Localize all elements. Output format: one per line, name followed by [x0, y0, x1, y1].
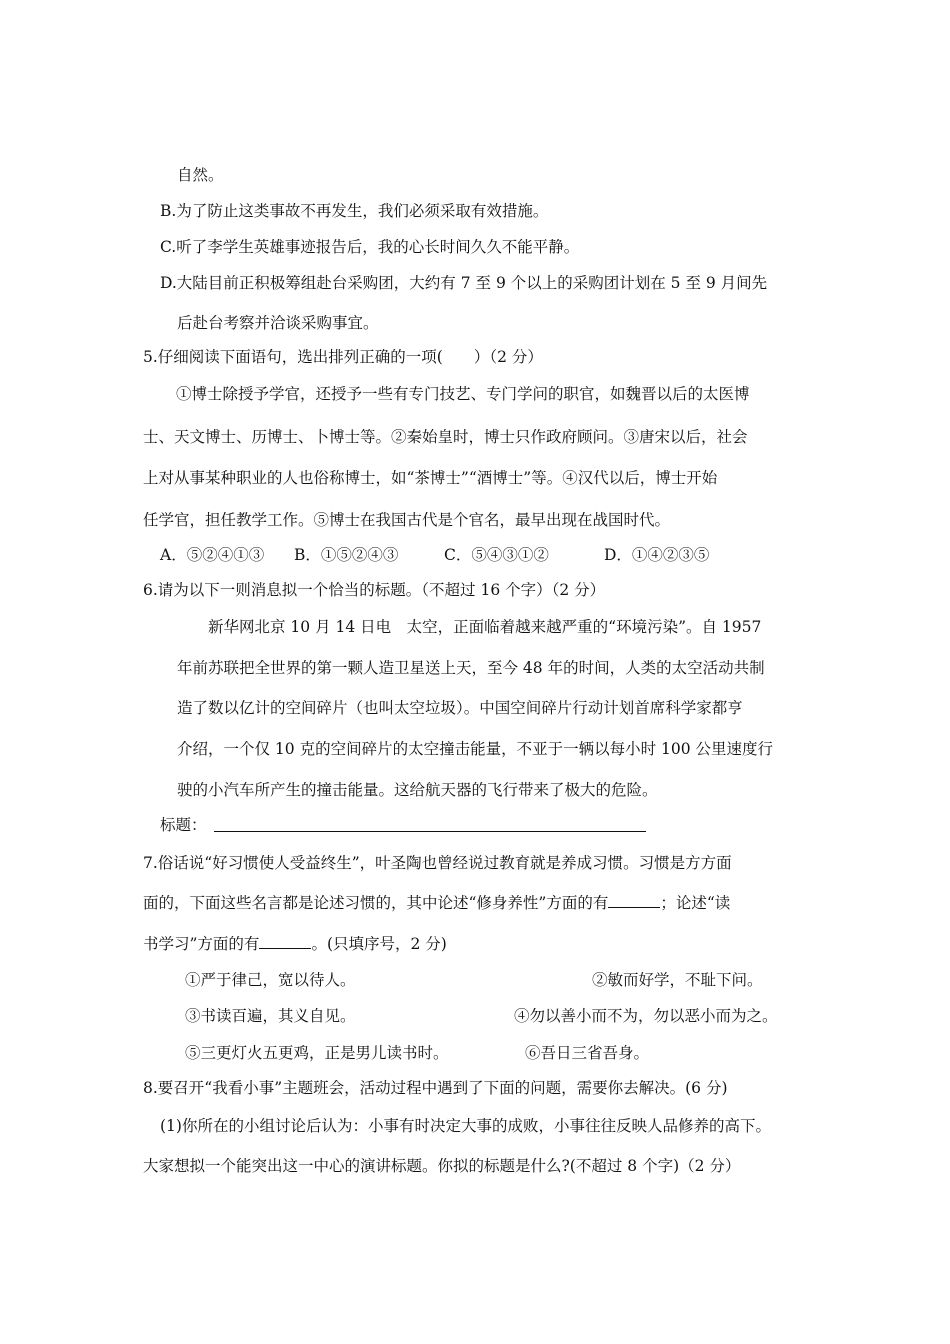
q7-line1: 7.俗话说“好习惯使人受益终生”，叶圣陶也曾经说过教育就是养成习惯。习惯是方方面	[143, 854, 732, 872]
q5-option-b: B．①⑤②④③	[294, 546, 399, 564]
q7-item-3: ③书读百遍，其义自见。	[185, 1007, 356, 1025]
q7-line3-text-b: 。(只填序号，2 分)	[311, 935, 447, 953]
q4-option-d-line2: 后赴台考察并洽谈采购事宜。	[177, 314, 379, 332]
q6-news-line5: 驶的小汽车所产生的撞击能量。这给航天器的飞行带来了极大的危险。	[177, 781, 658, 799]
q7-line2-text-a: 面的，下面这些名言都是论述习惯的，其中论述“修身养性”方面的有	[143, 894, 609, 912]
q7-blank-self-cultivation[interactable]	[608, 893, 660, 908]
q6-news-line2: 年前苏联把全世界的第一颗人造卫星送上天，至今 48 年的时间，人类的太空活动共制	[177, 659, 765, 677]
q6-title-answer-line[interactable]	[214, 831, 646, 832]
q4-option-d-line1: D.大陆目前正积极筹组赴台采购团，大约有 7 至 9 个以上的采购团计划在 5 至 9 月间先	[160, 274, 768, 292]
q7-item-2: ②敏而好学，不耻下问。	[592, 971, 763, 989]
q7-blank-study[interactable]	[259, 934, 311, 949]
q5-passage-line1: ①博士除授予学官，还授予一些有专门技艺、专门学问的职官，如魏晋以后的太医博	[176, 385, 750, 403]
q5-passage-line3: 上对从事某种职业的人也俗称博士，如“茶博士”“酒博士”等。④汉代以后，博士开始	[143, 469, 718, 487]
q5-passage-line4: 任学官，担任教学工作。⑤博士在我国古代是个官名，最早出现在战国时代。	[143, 511, 671, 529]
q5-passage-line2: 士、天文博士、历博士、卜博士等。②秦始皇时，博士只作政府顾问。③唐宋以后，社会	[143, 428, 748, 446]
q7-item-1: ①严于律己，宽以待人。	[185, 971, 356, 989]
q8-stem: 8.要召开“我看小事”主题班会，活动过程中遇到了下面的问题，需要你去解决。(6 分)	[143, 1079, 728, 1097]
q6-stem: 6.请为以下一则消息拟一个恰当的标题。（不超过 16 个字）（2 分）	[143, 581, 606, 599]
q7-item-5: ⑤三更灯火五更鸡，正是男儿读书时。	[185, 1044, 449, 1062]
q7-line2	[143, 893, 730, 913]
q7-line2-text-b: ；论述“读	[660, 894, 731, 912]
q6-news-line4: 介绍，一个仅 10 克的空间碎片的太空撞击能量，不亚于一辆以每小时 100 公里速度行	[177, 740, 774, 758]
q8-sub1-line2: 大家想拟一个能突出这一中心的演讲标题。你拟的标题是什么?(不超过 8 个字)（2 分）	[143, 1157, 741, 1175]
q5-stem: 5.仔细阅读下面语句，选出排列正确的一项( ）（2 分）	[143, 348, 543, 366]
q7-line3	[143, 934, 447, 954]
q7-item-4: ④勿以善小而不为，勿以恶小而为之。	[514, 1007, 778, 1025]
q6-news-line3: 造了数以亿计的空间碎片（也叫太空垃圾）。中国空间碎片行动计划首席科学家都亨	[177, 699, 743, 717]
q4-option-c: C.听了李学生英雄事迹报告后，我的心长时间久久不能平静。	[160, 238, 580, 256]
q4-option-a-continuation: 自然。	[177, 166, 224, 184]
q4-option-b: B.为了防止这类事故不再发生，我们必须采取有效措施。	[160, 202, 549, 220]
q5-option-c: C．⑤④③①②	[444, 546, 549, 564]
q6-news-line1: 新华网北京 10 月 14 日电 太空，正面临着越来越严重的“环境污染”。自 1957	[208, 618, 762, 636]
q5-option-a: A．⑤②④①③	[160, 546, 265, 564]
q8-sub1-line1: (1)你所在的小组讨论后认为：小事有时决定大事的成败，小事往往反映人品修养的高下。	[160, 1117, 771, 1135]
q6-title-label: 标题：	[160, 816, 207, 834]
q5-option-d: D．①④②③⑤	[604, 546, 710, 564]
q7-item-6: ⑥吾日三省吾身。	[525, 1044, 650, 1062]
q7-line3-text-a: 书学习”方面的有	[143, 935, 260, 953]
